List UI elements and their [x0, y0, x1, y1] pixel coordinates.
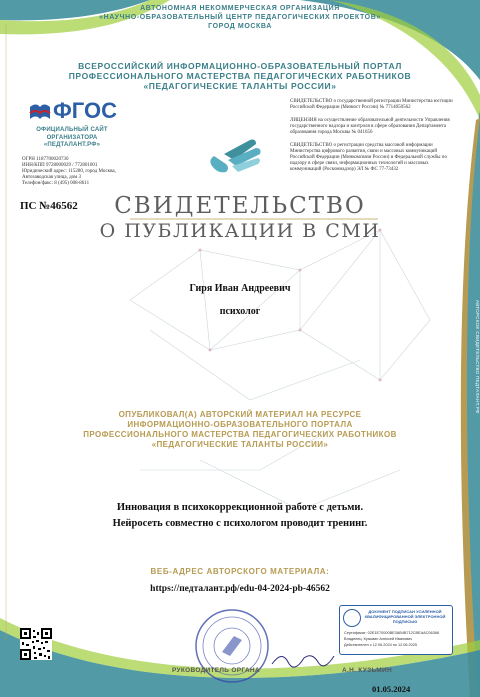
organization-header — [0, 4, 480, 31]
license-education: ЛИЦЕНЗИЯ на осуществление образовательной деятельности Управления государственного надзора и контроля в сфере образования Департамента образования города Москвы № 041656 — [290, 118, 450, 135]
signature-role: РУКОВОДИТЕЛЬ ОРГАНА — [172, 667, 260, 674]
certificate-title: СВИДЕТЕЛЬСТВО — [114, 193, 366, 219]
published-line-4: «ПЕДАГОГИЧЕСКИЕ ТАЛАНТЫ РОССИИ» — [151, 440, 329, 449]
published-statement — [0, 410, 480, 450]
material-title — [0, 500, 480, 532]
web-address-label: ВЕБ-АДРЕС АВТОРСКОГО МАТЕРИАЛА: — [150, 567, 330, 576]
org-line-1: АВТОНОМНАЯ НЕКОММЕРЧЕСКАЯ ОРГАНИЗАЦИЯ — [140, 5, 340, 12]
portal-line-2: ПРОФЕССИОНАЛЬНОГО МАСТЕРСТВА ПЕДАГОГИЧЕСКИХ РАБОТНИКОВ — [68, 71, 412, 81]
license-block — [290, 99, 458, 173]
ecp-validity: Действителен с 12.06.2024 по 12.06.2025 — [344, 643, 417, 647]
official-site-line-3: «ПЕДТАЛАНТ.РФ» — [43, 142, 101, 148]
recipient-name: Гиря Иван Андреевич — [189, 283, 291, 294]
handwritten-signature — [268, 648, 338, 670]
reg-line-5: Телефон/факс: 8 (495) 008-8611 — [22, 181, 90, 186]
book-icon — [28, 101, 52, 121]
organization-seal — [192, 606, 272, 686]
official-site-line-1: ОФИЦИАЛЬНЫЙ САЙТ — [36, 127, 108, 133]
license-ministry-justice: СВИДЕТЕЛЬСТВО о государственной регистрации Министерства юстиции Российской Федерации (Минюст России) № 7714050562 — [290, 99, 453, 110]
reg-line-4: Автозаводская улица, дом 3 — [22, 175, 81, 180]
reg-line-2: ИНН/КПП 9728000029 / 772801001 — [22, 163, 98, 168]
published-line-2: ИНФОРМАЦИОННО-ОБРАЗОВАТЕЛЬНОГО ПОРТАЛА — [127, 420, 353, 429]
ecp-title: ДОКУМЕНТ ПОДПИСАН УСИЛЕННОЙ КВАЛИФИЦИРОВАННОЙ ЭЛЕКТРОННОЙ ПОДПИСЬЮ — [364, 609, 446, 624]
material-line-2: Нейросеть совместно с психологом проводит тренинг. — [112, 518, 368, 529]
portal-header — [0, 61, 480, 91]
reg-line-1: ОГРН 1187700020730 — [22, 157, 69, 162]
published-line-1: ОПУБЛИКОВАЛ(А) АВТОРСКИЙ МАТЕРИАЛ НА РЕСУРСЕ — [118, 410, 362, 419]
side-watermark-text: АВТОРСКОЕ СВИДЕТЕЛЬСТВО ПЕДТАЛАНТ.РФ — [475, 300, 480, 414]
ecp-certificate: Сертификат: 02E1E70000BE3AB4B712CBEAAC06368 — [344, 631, 439, 635]
qr-code — [20, 628, 52, 660]
official-site — [22, 127, 122, 150]
recipient-position: психолог — [219, 306, 261, 317]
portal-line-1: ВСЕРОССИЙСКИЙ ИНФОРМАЦИОННО-ОБРАЗОВАТЕЛЬНЫЙ ПОРТАЛ — [78, 61, 402, 71]
portal-line-3: «ПЕДАГОГИЧЕСКИЕ ТАЛАНТЫ РОССИИ» — [143, 81, 337, 91]
electronic-signature-box — [339, 605, 453, 655]
signature-stamp-icon — [343, 609, 361, 627]
fgos-logo-text: ФГОС — [53, 98, 117, 123]
ecp-owner: Владелец: Кузьмин Алексей Иванович — [344, 637, 413, 641]
issue-date: 01.05.2024 — [372, 684, 411, 694]
signature-name: А.Н. КУЗЬМИН — [342, 667, 392, 674]
ecp-details — [344, 630, 450, 648]
fgos-logo — [28, 99, 138, 123]
official-site-line-2: ОРГАНИЗАТОРА — [46, 134, 98, 141]
license-media: СВИДЕТЕЛЬСТВО о регистрации средства массовой информации Министерства цифрового развития, связи и массовых коммуникаций Российской Федерации (Минкомсвязи России) и Федеральной службы по надзору в сфере связи, информационных технологий и массовых коммуникаций (Роскомнадзор) ЭЛ № ФС 77-73432 — [290, 143, 447, 172]
registration-details — [22, 157, 142, 187]
hand-logo-icon — [206, 136, 264, 176]
web-address-url[interactable]: https://педталант.рф/edu-04-2024-pb-46562 — [150, 584, 330, 594]
org-line-3: ГОРОД МОСКВА — [208, 23, 272, 30]
reg-line-3: Юридический адрес: 115280, город Москва, — [22, 169, 116, 174]
certificate-subtitle: О ПУБЛИКАЦИИ В СМИ — [99, 220, 381, 242]
certificate-number: ПС №46562 — [20, 200, 78, 212]
side-watermark — [474, 300, 480, 460]
material-line-1: Инновация в психокоррекционной работе с детьми. — [116, 502, 364, 513]
published-line-3: ПРОФЕССИОНАЛЬНОГО МАСТЕРСТВА ПЕДАГОГИЧЕСКИХ РАБОТНИКОВ — [83, 430, 397, 439]
org-line-2: «НАУЧНО-ОБРАЗОВАТЕЛЬНЫЙ ЦЕНТР ПЕДАГОГИЧЕСКИХ ПРОЕКТОВ» — [99, 14, 381, 21]
